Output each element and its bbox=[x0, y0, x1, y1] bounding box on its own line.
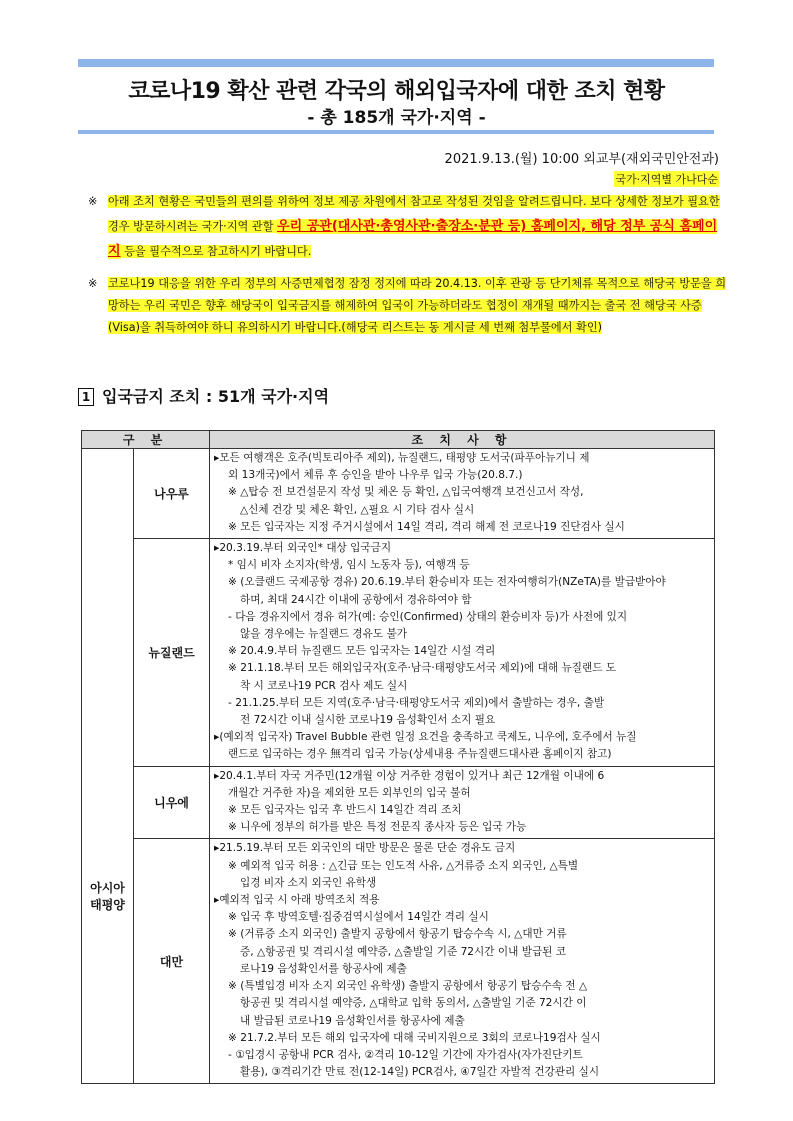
measure-line: * 임시 비자 소지자(학생, 임시 노동자 등), 여행객 등 bbox=[228, 559, 470, 572]
notice-1-red-text: 우리 공관(대사관·총영사관·출장소·분관 등) 홈페이지, 해당 정부 공식 홈페이지 bbox=[108, 219, 718, 259]
country-cell: 뉴질랜드 bbox=[134, 539, 210, 767]
table-row bbox=[82, 449, 715, 539]
note-mark: ※ bbox=[88, 195, 98, 208]
measure-line: - 21.1.25.부터 모든 지역(호주·남극·태평양도서국 제외)에서 출발하는 경우, 출발 bbox=[228, 696, 605, 709]
measure-line: 입경 비자 소지 외국인 유학생 bbox=[240, 876, 377, 889]
measure-line: - 다음 경유지에서 경유 허가(예: 승인(Confirmed) 상태의 환승비자 등)가 사전에 있지 bbox=[228, 610, 628, 623]
measure-line: - ①입경시 공항내 PCR 검사, ②격리 10-12일 기간에 자가검사(자가진단키트 bbox=[228, 1048, 583, 1061]
measure-line: ※ 21.7.2.부터 모든 해외 입국자에 대해 국비지원으로 3회의 코로나19검사 실시 bbox=[228, 1031, 601, 1044]
page-subtitle: - 총 185개 국가·지역 - bbox=[307, 108, 486, 128]
measure-line: 증, △항공권 및 격리시설 예약증, △출발일 기준 72시간 이내 발급된 코 bbox=[240, 945, 567, 958]
header-category: 구 분 bbox=[82, 431, 210, 449]
measure-line: ▸21.5.19.부터 모든 외국인의 대만 방문은 물론 단순 경유도 금지 bbox=[214, 842, 516, 855]
measure-line: ▸(예외적 입국자) Travel Bubble 관련 일정 요건을 충족하고 쿡제도, 니우에, 호주에서 뉴질 bbox=[214, 731, 637, 744]
measure-line: △신체 건강 및 체온 확인, △필요 시 기타 검사 실시 bbox=[240, 503, 475, 516]
notice-2 bbox=[88, 273, 728, 339]
measure-line: 항공권 및 격리시설 예약증, △대학교 입학 동의서, △출발일 기준 72시간 이 bbox=[240, 997, 587, 1010]
measures-cell bbox=[210, 539, 715, 767]
region-cell: 아시아 태평양 bbox=[82, 449, 134, 1084]
measure-line: ▸예외적 입국 시 아래 방역조치 적용 bbox=[214, 894, 380, 907]
measure-line: ▸20.4.1.부터 자국 거주민(12개월 이상 거주한 경험이 있거나 최근 12개월 이내에 6 bbox=[214, 769, 605, 782]
measure-line: 로나19 음성확인서를 항공사에 제출 bbox=[240, 962, 407, 975]
page-title: 코로나19 확산 관련 각국의 해외입국자에 대한 조치 현황 bbox=[128, 79, 665, 104]
measures-cell bbox=[210, 766, 715, 839]
table-row bbox=[82, 839, 715, 1084]
measure-line: ※ 21.1.18.부터 모든 해외입국자(호주·남극·태평양도서국 제외)에 대해 뉴질랜드 도 bbox=[228, 662, 617, 675]
measure-line: ※ 모든 입국자는 지정 주거시설에서 14일 격리, 격리 해제 전 코로나19 진단검사 실시 bbox=[228, 520, 625, 533]
measure-line: ※ (오클랜드 국제공항 경유) 20.6.19.부터 환승비자 또는 전자여행허가(NZeTA)를 발급받아야 bbox=[228, 576, 666, 589]
header-bottom-bar bbox=[78, 130, 714, 134]
date-line: 2021.9.13.(월) 10:00 외교부(재외국민안전과) bbox=[444, 152, 719, 167]
section-title: 입국금지 조치 : 51개 국가·지역 bbox=[102, 387, 330, 406]
sort-note: 국가·지역별 가나다순 bbox=[615, 173, 718, 186]
measure-line: ※ 20.4.9.부터 뉴질랜드 모든 입국자는 14일간 시설 격리 bbox=[228, 645, 496, 658]
measure-line: ※ 모든 입국자는 입국 후 반드시 14일간 격리 조치 bbox=[228, 804, 462, 817]
table-row bbox=[82, 766, 715, 839]
measure-line: ※ (거류증 소지 외국인) 출발지 공항에서 항공기 탑승수속 시, △대만 거류 bbox=[228, 928, 567, 941]
measure-line: ※ 니우에 정부의 허가를 받은 특정 전문직 종사자 등은 입국 가능 bbox=[228, 821, 527, 834]
measure-line: ※ 예외적 입국 허용 : △긴급 또는 인도적 사유, △거류증 소지 외국인, △특별 bbox=[228, 859, 579, 872]
country-cell: 나우루 bbox=[134, 449, 210, 539]
measure-line: 활용), ③격리기간 만료 전(12-14일) PCR검사, ④7일간 자발적 건강관리 실시 bbox=[240, 1066, 600, 1079]
measure-line: 않을 경우에는 뉴질랜드 경유도 불가 bbox=[240, 628, 407, 641]
measures-table bbox=[81, 430, 715, 1084]
notice-2-text: 코로나19 대응을 위한 우리 정부의 사증면제협정 잠정 정지에 따라 20.4.13. 이후 관광 등 단기체류 목적으로 해당국 방문을 희망하는 우리 국민은 향후 해당국이 입국금지를 해제하여 입국이 가능하더라도 협정이 재개될 때까지는 출국 전 해당국 사증(Visa)을 취득하여야 하니 유의하시기 바랍니다.(해당국 리스트는 동 게시글 세 번째 첨부물에서 확인) bbox=[108, 277, 727, 334]
section-heading bbox=[78, 384, 329, 407]
table-row bbox=[82, 539, 715, 767]
measure-line: 전 72시간 이내 실시한 코로나19 음성확인서 소지 필요 bbox=[240, 714, 496, 727]
measures-cell bbox=[210, 839, 715, 1084]
notice-1-text-end: 등을 필수적으로 참고하시기 바랍니다. bbox=[120, 245, 312, 258]
measure-line: ※ (특별입경 비자 소지 외국인 유학생) 출발지 공항에서 항공기 탑승수속 전 △ bbox=[228, 980, 588, 993]
table-header-row bbox=[82, 431, 715, 449]
country-cell: 대만 bbox=[134, 839, 210, 1084]
measure-line: 개월간 거주한 자)을 제외한 모든 외부인의 입국 불허 bbox=[228, 786, 471, 799]
measure-line: 내 발급된 코로나19 음성확인서를 항공사에 제출 bbox=[240, 1014, 465, 1027]
measure-line: 하며, 최대 24시간 이내에 공항에서 경유하여야 함 bbox=[240, 593, 472, 606]
notice-1 bbox=[88, 189, 728, 264]
notice-1-text: 아래 조치 현황은 국민들의 편의를 위하여 정보 제공 차원에서 참고로 작성된 것임을 알려드립니다. 보다 상세한 정보가 필요한 경우 방문하시려는 국가·지역 관할 bbox=[108, 195, 720, 233]
table-body bbox=[82, 449, 715, 1084]
note-mark: ※ bbox=[88, 277, 98, 290]
measures-cell bbox=[210, 449, 715, 539]
measure-line: 랜드로 입국하는 경우 無격리 입국 가능(상세내용 주뉴질랜드대사관 홈페이지 참고) bbox=[228, 748, 612, 761]
measure-line: ※ △탑승 전 보건설문지 작성 및 체온 등 확인, △입국여행객 보건신고서 작성, bbox=[228, 486, 584, 499]
measure-line: 착 시 코로나19 PCR 검사 제도 실시 bbox=[240, 679, 408, 692]
country-cell: 니우에 bbox=[134, 766, 210, 839]
measure-line: 외 13개국)에서 체류 후 승인을 받아 나우루 입국 가능(20.8.7.) bbox=[228, 469, 523, 482]
measure-line: ▸모든 여행객은 호주(빅토리아주 제외), 뉴질랜드, 태평양 도서국(파푸아뉴기니 제 bbox=[214, 452, 590, 464]
header-measures: 조 치 사 항 bbox=[210, 431, 715, 449]
header-top-bar bbox=[78, 59, 714, 67]
measure-line: ※ 입국 후 방역호텔·집중검역시설에서 14일간 격리 실시 bbox=[228, 911, 489, 924]
measure-line: ▸20.3.19.부터 외국인* 대상 입국금지 bbox=[214, 542, 392, 555]
section-number: 1 bbox=[78, 388, 94, 406]
